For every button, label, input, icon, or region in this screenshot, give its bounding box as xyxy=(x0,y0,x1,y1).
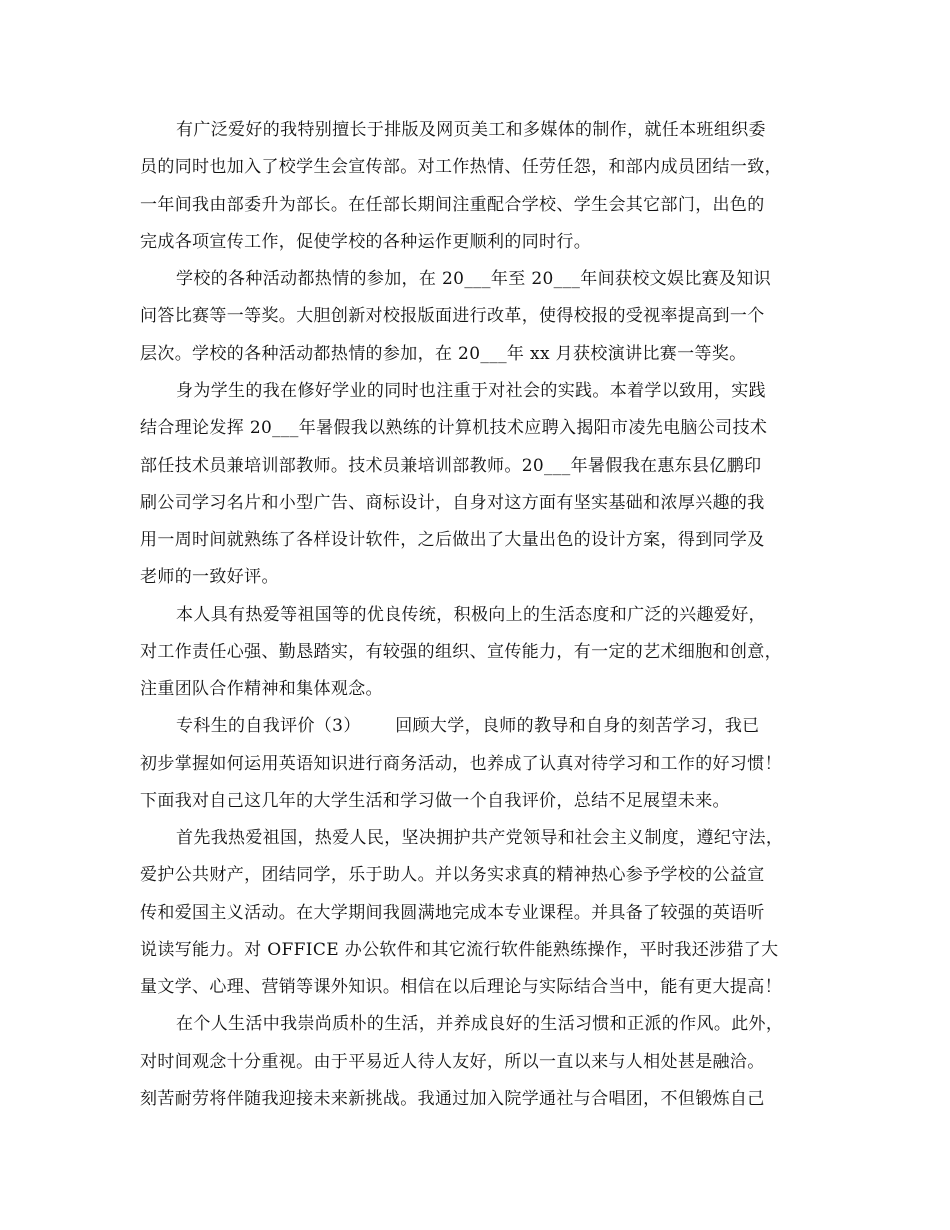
text-line: 刻苦耐劳将伴随我迎接未来新挑战。我通过加入院学通社与合唱团，不但锻炼自己 xyxy=(140,1089,765,1109)
text-line: 刷公司学习名片和小型广告、商标设计，自身对这方面有坚实基础和浓厚兴趣的我 xyxy=(140,493,765,513)
text-line: 量文学、心理、营销等课外知识。相信在以后理论与实际结合当中，能有更大提高！ xyxy=(140,977,782,997)
text-line: 一年间我由部委升为部长。在任部长期间注重配合学校、学生会其它部门，出色的 xyxy=(140,195,765,215)
text-line: 层次。学校的各种活动都热情的参加，在 20___年 xx 月获校演讲比赛一等奖。 xyxy=(140,344,747,364)
text-line: 爱护公共财产，团结同学，乐于助人。并以务实求真的精神热心参予学校的公益宣 xyxy=(140,865,765,885)
text-line: 说读写能力。对 OFFICE 办公软件和其它流行软件能熟练操作，平时我还涉猎了大 xyxy=(140,940,779,960)
text-line: 传和爱国主义活动。在大学期间我圆满地完成本专业课程。并具备了较强的英语听 xyxy=(140,903,765,923)
text-line: 对时间观念十分重视。由于平易近人待人友好，所以一直以来与人相处甚是融洽。 xyxy=(140,1052,765,1072)
text-line: 部任技术员兼培训部教师。技术员兼培训部教师。20___年暑假我在惠东县亿鹏印 xyxy=(140,456,762,476)
text-line: 员的同时也加入了校学生会宣传部。对工作热情、任劳任怨，和部内成员团结一致， xyxy=(140,157,782,177)
text-line: 首先我热爱祖国，热爱人民，坚决拥护共产党领导和社会主义制度，遵纪守法， xyxy=(176,828,784,848)
text-line: 有广泛爱好的我特别擅长于排版及网页美工和多媒体的制作，就任本班组织委 xyxy=(176,120,766,140)
text-line: 用一周时间就熟练了各样设计软件，之后做出了大量出色的设计方案，得到同学及 xyxy=(140,530,765,550)
text-line: 本人具有热爱等祖国等的优良传统，积极向上的生活态度和广泛的兴趣爱好， xyxy=(176,605,766,625)
text-line: 学校的各种活动都热情的参加，在 20___年至 20___年间获校文娱比赛及知识 xyxy=(176,269,772,289)
text-line: 结合理论发挥 20___年暑假我以熟练的计算机技术应聘入揭阳市凌先电脑公司技术 xyxy=(140,418,768,438)
text-line: 初步掌握如何运用英语知识进行商务活动，也养成了认真对待学习和工作的好习惯！ xyxy=(140,754,782,774)
text-line: 下面我对自己这几年的大学生活和学习做一个自我评价，总结不足展望未来。 xyxy=(140,791,730,811)
text-line: 问答比赛等一等奖。大胆创新对校报版面进行改革，使得校报的受视率提高到一个 xyxy=(140,306,765,326)
text-line: 老师的一致好评。 xyxy=(140,567,279,587)
text-line: 专科生的自我评价（3） 回顾大学，良师的教导和自身的刻苦学习，我已 xyxy=(176,716,760,736)
text-line: 在个人生活中我崇尚质朴的生活，并养成良好的生活习惯和正派的作风。此外， xyxy=(176,1014,784,1034)
text-line: 身为学生的我在修好学业的同时也注重于对社会的实践。本着学以致用，实践 xyxy=(176,381,766,401)
text-line: 对工作责任心强、勤恳踏实，有较强的组织、宣传能力，有一定的艺术细胞和创意， xyxy=(140,642,782,662)
text-line: 完成各项宣传工作，促使学校的各种运作更顺利的同时行。 xyxy=(140,232,592,252)
text-line: 注重团队合作精神和集体观念。 xyxy=(140,679,383,699)
